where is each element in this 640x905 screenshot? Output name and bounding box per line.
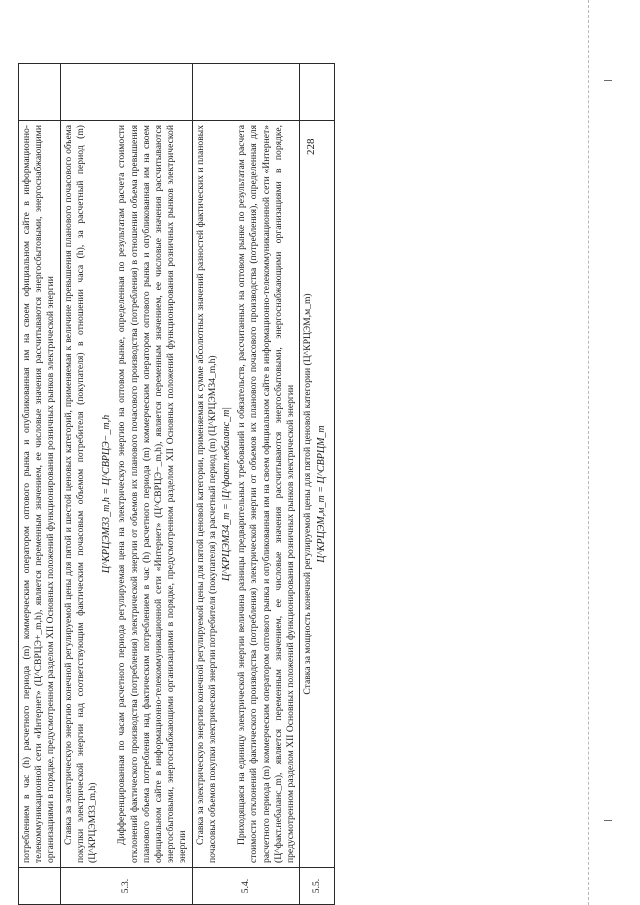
table-row	[300, 64, 334, 905]
row-text	[300, 121, 334, 868]
empty-cell	[19, 64, 61, 121]
row-text	[19, 121, 61, 868]
row-number: 5.5.	[300, 868, 334, 905]
row-explanation: Дифференцированная по часам расчетного периода регулируемая цена на электрическую энергию на оптовом рынке, определенная по результатам расчета стоимости отклонений фактического производства (потребления) электрической энергии от объемов их планового почасового производства (потребления) в отношении объема превышения планового объема потребления над фактическим потреблением в час (h) расчетного периода (m) коммерческим оператором оптового рынка и опубликованная им на своем официальном сайте в информационно-телекоммуникационной сети «Интернет» (Ц^СВРЦЭ−_m,h), является переменным значением, ее числовые значения рассчитываются энергосбытовыми, энергоснабжающими организациями в порядке, предусмотренном разделом XII Основных положений функционирования розничных рынков электрической энергии	[116, 125, 189, 863]
rotated-table-page	[18, 63, 438, 905]
table-row	[192, 64, 300, 905]
row-number: 5.4.	[192, 868, 300, 905]
margin-line	[588, 0, 590, 905]
row-intro: Ставка за мощность конечной регулируемой цены для пятой ценовой категории (Ц^КРЦЭМ,м_m)	[302, 293, 314, 695]
empty-cell	[300, 64, 334, 121]
row-text	[192, 121, 300, 868]
row-formula: Ц^КРЦЭМ,м_m = Ц^СВРЦМ_m	[316, 425, 328, 563]
row-text-body: потреблением в час (h) расчетного периода (m) коммерческим оператором оптового рынка и опубликованная им на своем официальном сайте в информационно-телекоммуникационной сети «Интернет» (Ц^СВРЦЭ+_m,h), является переменным значением, ее числовые значения рассчитываются энергосбытовыми, энергоснабжающими организациями в порядке, предусмотренном разделом XII Основных положений функционирования розничных рынков электрической энергии	[21, 125, 57, 863]
row-text	[60, 121, 192, 868]
table-row	[19, 64, 61, 905]
row-explanation: Приходящаяся на единицу электрической энергии величина разницы предварительных требований и обязательств, рассчитанных на оптовом рынке по результатам расчета стоимости отклонений фактического производства (потребления) электрической энергии от объемов их планового почасового производства (потребления), определенная для расчетного периода (m) коммерческим оператором оптового рынка и опубликованная им на своем официальном сайте в информационно-телекоммуникационной сети «Интернет» (Ц^факт.небаланс_m), является переменным значением, ее числовые значения рассчитываются энергосбытовыми, энергоснабжающими организациями в порядке, предусмотренном разделом XII Основных положений функционирования розничных рынков электрической энергии	[236, 125, 297, 863]
scan-mark	[604, 80, 612, 81]
row-formula: Ц^КРЦЭМ34_m = |Ц^факт.небаланс_m|	[221, 406, 233, 582]
row-number	[19, 868, 61, 905]
empty-cell	[192, 64, 300, 121]
tariff-table	[18, 63, 335, 905]
row-intro: Ставка за электрическую энергию конечной регулируемой цены для пятой и шестой ценовых категорий, применяемая к величине превышения планового почасового объема покупки электрической энергии над соответствующим фактическим почасовым объемом потребителя (покупателя) в отношении часа (h), за расчетный период (m) (Ц^КРЦЭМ33_m,h)	[62, 125, 99, 863]
row-formula: Ц^КРЦЭМ33_m,h = Ц^СВРЦЭ−_m,h	[101, 414, 113, 574]
row-intro: Ставка за электрическую энергию конечной регулируемой цены для пятой ценовой категории, применяемая к сумме абсолютных значений разностей фактических и плановых почасовых объемов покупки электрической энергии потребителя (покупателя) за расчетный период (m) (Ц^КРЦЭМ34_m,h)	[194, 125, 218, 863]
table-row	[60, 64, 192, 905]
row-number: 5.3.	[60, 868, 192, 905]
page-number: 228	[305, 138, 317, 155]
empty-cell	[60, 64, 192, 121]
scan-mark	[604, 820, 612, 821]
